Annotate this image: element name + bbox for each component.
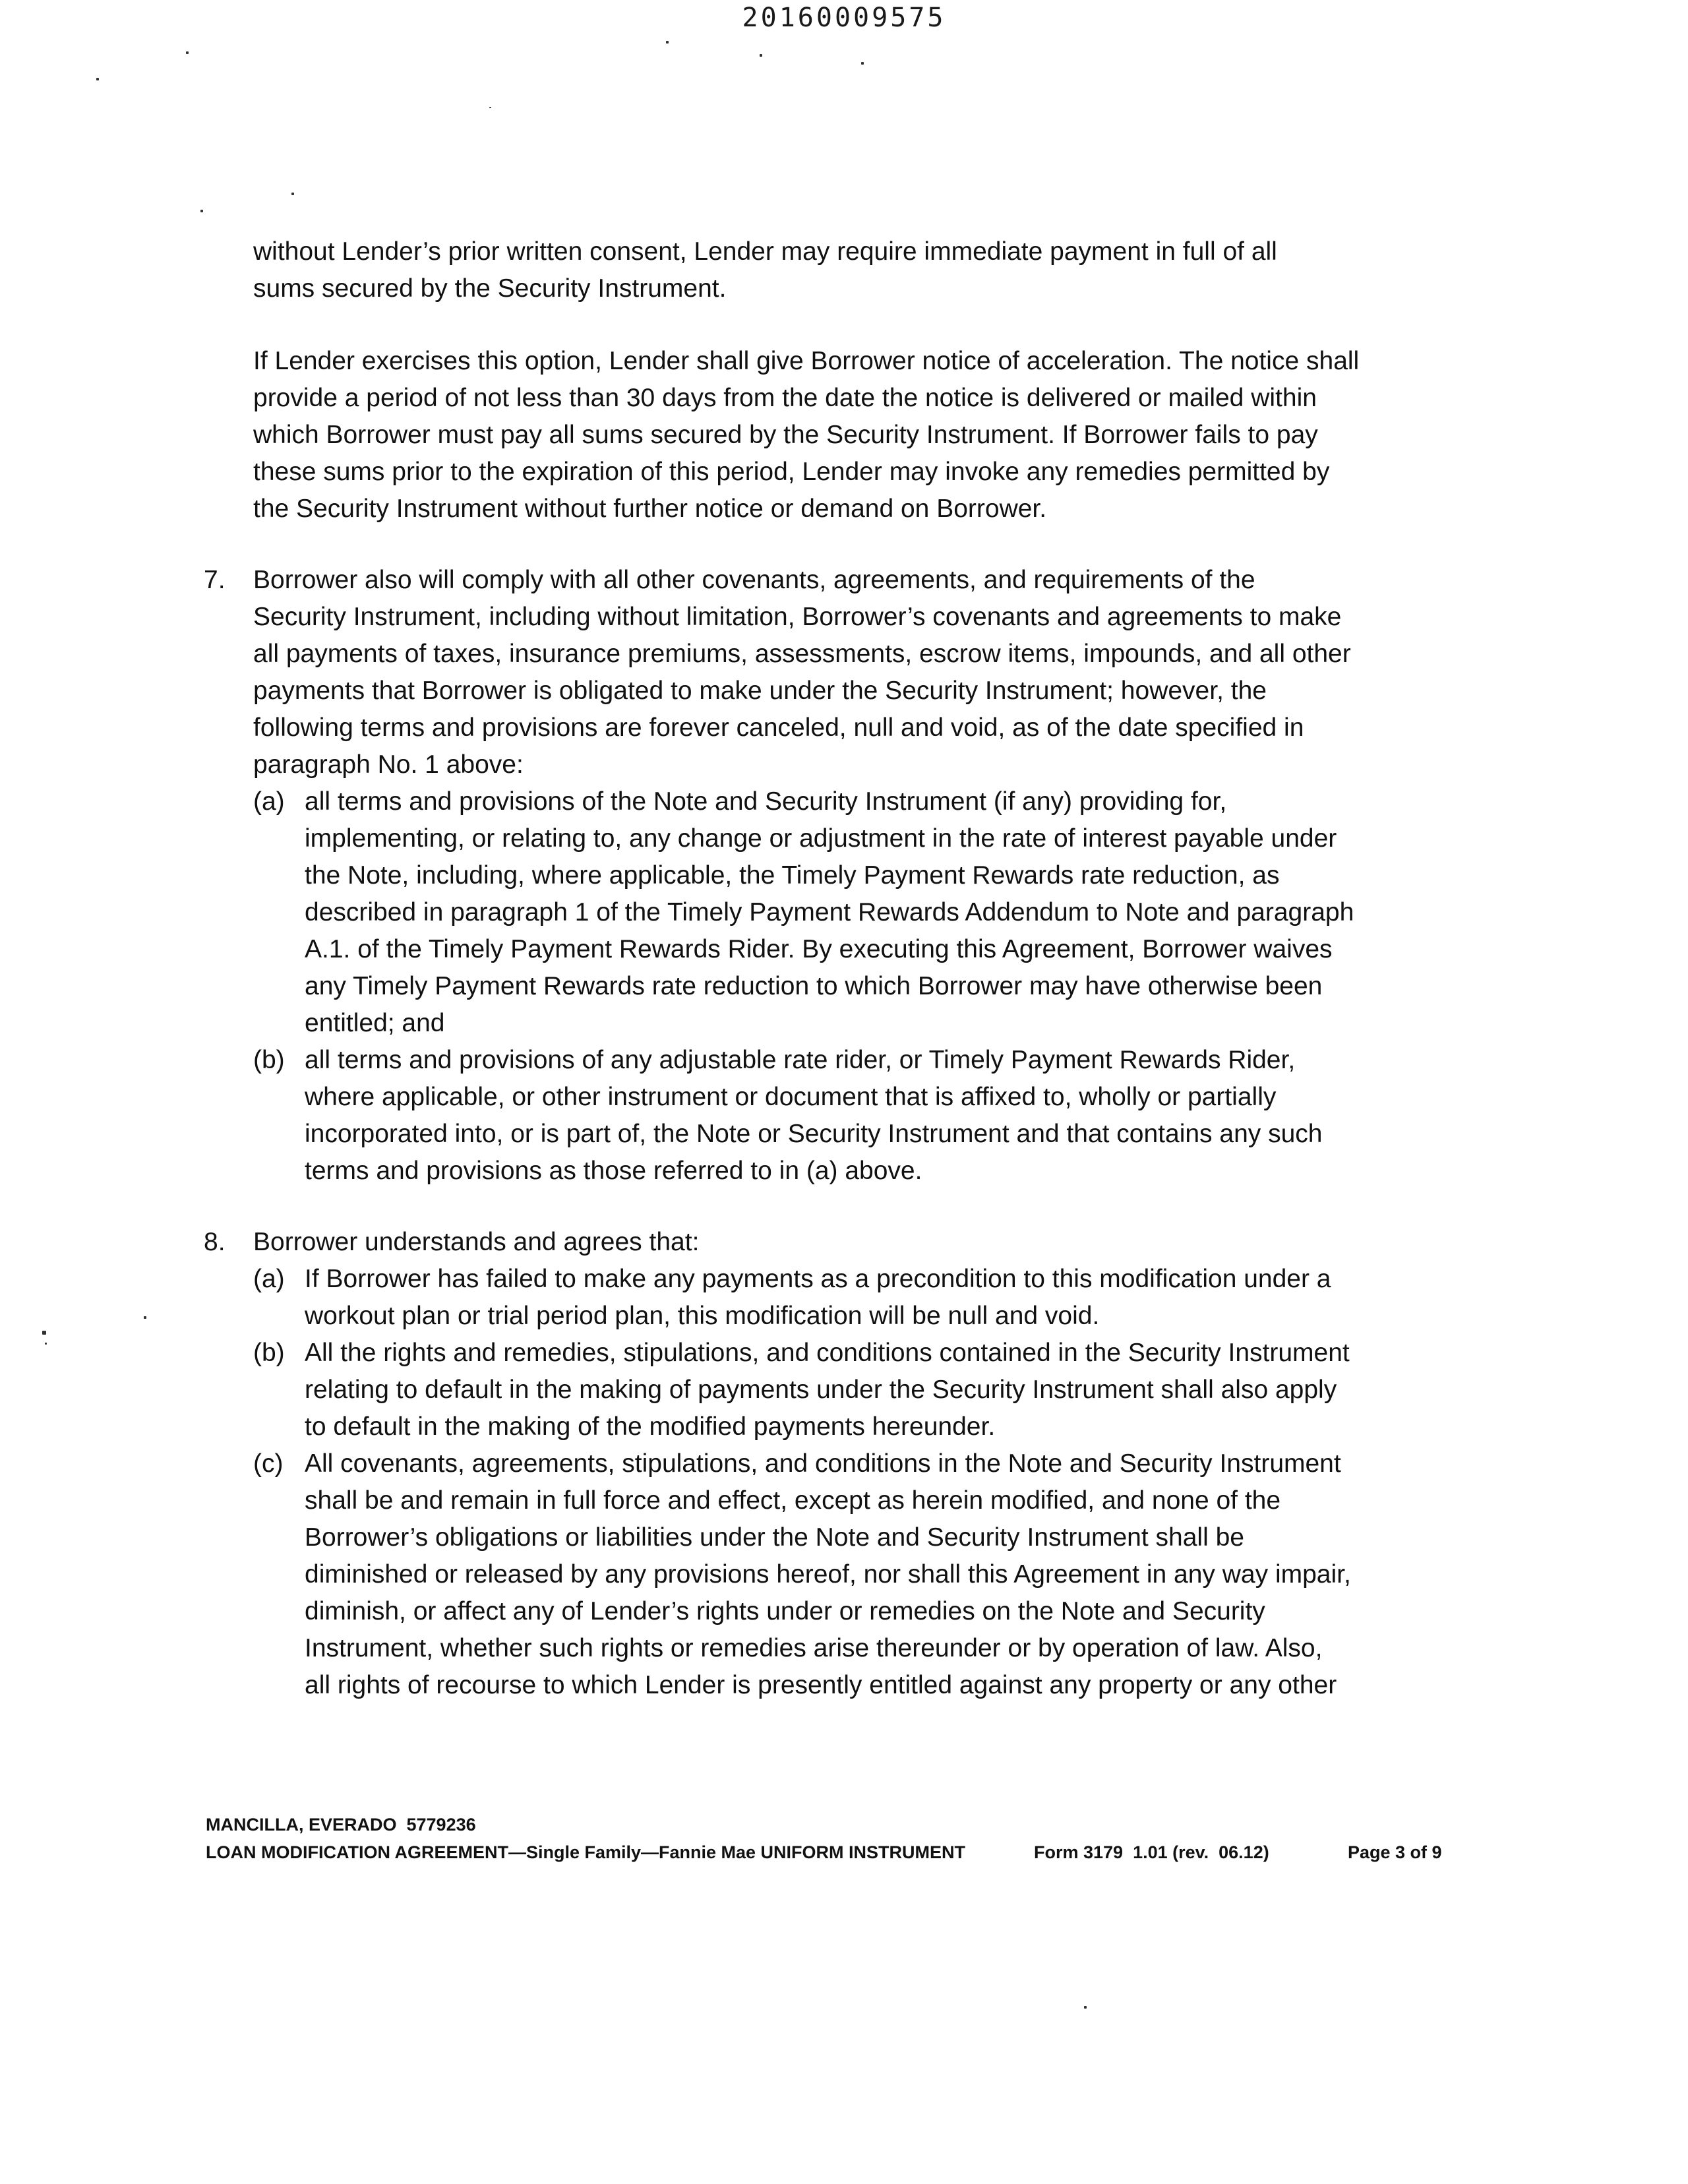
scan-speck [489, 107, 491, 108]
footer-form-title: LOAN MODIFICATION AGREEMENT—Single Family—Fannie Mae UNIFORM INSTRUMENT [206, 1842, 966, 1862]
text-line: terms and provisions as those referred to in (a) above. [305, 1157, 922, 1185]
scan-speck [760, 54, 762, 57]
section-7a-text [305, 783, 1478, 1042]
document-number: 20160009575 [742, 3, 946, 33]
text-line: the Note, including, where applicable, the Timely Payment Rewards rate reduction, as [305, 861, 1280, 890]
section-7-text [253, 562, 1473, 783]
text-line: diminished or released by any provisions hereof, nor shall this Agreement in any way impair, [305, 1560, 1351, 1589]
text-line: implementing, or relating to, any change or adjustment in the rate of interest payable under [305, 824, 1337, 853]
text-line: all terms and provisions of any adjustable rate rider, or Timely Payment Rewards Rider, [305, 1046, 1296, 1074]
section-8c-text [305, 1445, 1478, 1704]
scan-speck [291, 193, 294, 195]
acceleration-paragraph [253, 343, 1473, 528]
text-line: where applicable, or other instrument or document that is affixed to, wholly or partially [305, 1083, 1277, 1111]
section-8a-text [305, 1261, 1478, 1335]
section-8-intro: Borrower understands and agrees that: [253, 1228, 700, 1256]
section-8b-text [305, 1335, 1478, 1445]
scan-speck [45, 1343, 47, 1345]
text-line: the Security Instrument without further notice or demand on Borrower. [253, 495, 1047, 523]
section-7a-label: (a) [253, 787, 285, 816]
section-8-number: 8. [204, 1228, 226, 1256]
continuation-paragraph [253, 233, 1473, 307]
text-line: entitled; and [305, 1009, 445, 1037]
footer-form-number: Form 3179 1.01 (rev. 06.12) [1034, 1842, 1269, 1862]
text-line: all rights of recourse to which Lender is presently entitled against any property or any other [305, 1671, 1337, 1699]
text-line: sums secured by the Security Instrument. [253, 274, 727, 303]
text-line: All covenants, agreements, stipulations, and conditions in the Note and Security Instrument [305, 1449, 1341, 1478]
section-7-number: 7. [204, 566, 226, 594]
text-line: all payments of taxes, insurance premiums, assessments, escrow items, impounds, and all other [253, 640, 1351, 668]
scan-speck [144, 1316, 146, 1319]
scan-speck [200, 210, 203, 212]
text-line: any Timely Payment Rewards rate reduction to which Borrower may have otherwise been [305, 972, 1323, 1000]
text-line: relating to default in the making of payments under the Security Instrument shall also apply [305, 1376, 1337, 1404]
text-line: A.1. of the Timely Payment Rewards Rider. By executing this Agreement, Borrower waives [305, 935, 1333, 963]
text-line: incorporated into, or is part of, the Note or Security Instrument and that contains any such [305, 1120, 1323, 1148]
scan-speck [861, 62, 864, 65]
text-line: provide a period of not less than 30 days from the date the notice is delivered or mailed within [253, 384, 1317, 412]
text-line: workout plan or trial period plan, this modification will be null and void. [305, 1302, 1100, 1330]
text-line: described in paragraph 1 of the Timely Payment Rewards Addendum to Note and paragraph [305, 898, 1354, 926]
scan-speck [42, 1331, 46, 1335]
section-8a-label: (a) [253, 1265, 285, 1293]
text-line: Security Instrument, including without limitation, Borrower’s covenants and agreements to make [253, 603, 1342, 631]
text-line: to default in the making of the modified payments hereunder. [305, 1412, 996, 1441]
footer-page-number: Page 3 of 9 [1348, 1842, 1442, 1862]
text-line: these sums prior to the expiration of this period, Lender may invoke any remedies permitted by [253, 458, 1330, 486]
text-line: without Lender’s prior written consent, Lender may require immediate payment in full of all [253, 237, 1277, 266]
text-line: Borrower’s obligations or liabilities under the Note and Security Instrument shall be [305, 1523, 1244, 1552]
text-line: If Lender exercises this option, Lender shall give Borrower notice of acceleration. The notice shall [253, 347, 1360, 375]
text-line: diminish, or affect any of Lender’s rights under or remedies on the Note and Security [305, 1597, 1265, 1625]
text-line: If Borrower has failed to make any payments as a precondition to this modification under a [305, 1265, 1331, 1293]
scan-speck [1084, 2006, 1087, 2009]
text-line: All the rights and remedies, stipulations, and conditions contained in the Security Instrument [305, 1339, 1350, 1367]
scan-speck [96, 78, 99, 80]
text-line: following terms and provisions are forever canceled, null and void, as of the date specified in [253, 713, 1304, 742]
text-line: paragraph No. 1 above: [253, 750, 524, 779]
text-line: payments that Borrower is obligated to make under the Security Instrument; however, the [253, 677, 1267, 705]
text-line: all terms and provisions of the Note and Security Instrument (if any) providing for, [305, 787, 1227, 816]
text-line: shall be and remain in full force and effect, except as herein modified, and none of the [305, 1486, 1281, 1515]
scan-speck [186, 51, 189, 54]
section-8c-label: (c) [253, 1449, 284, 1478]
section-7b-label: (b) [253, 1046, 285, 1074]
text-line: which Borrower must pay all sums secured by the Security Instrument. If Borrower fails to pay [253, 421, 1318, 449]
text-line: Borrower also will comply with all other covenants, agreements, and requirements of the [253, 566, 1255, 594]
scan-speck [666, 41, 669, 44]
section-8b-label: (b) [253, 1339, 285, 1367]
section-7b-text [305, 1042, 1478, 1190]
footer-borrower: MANCILLA, EVERADO 5779236 [206, 1815, 476, 1835]
text-line: Instrument, whether such rights or remedies arise thereunder or by operation of law. Also, [305, 1634, 1323, 1662]
